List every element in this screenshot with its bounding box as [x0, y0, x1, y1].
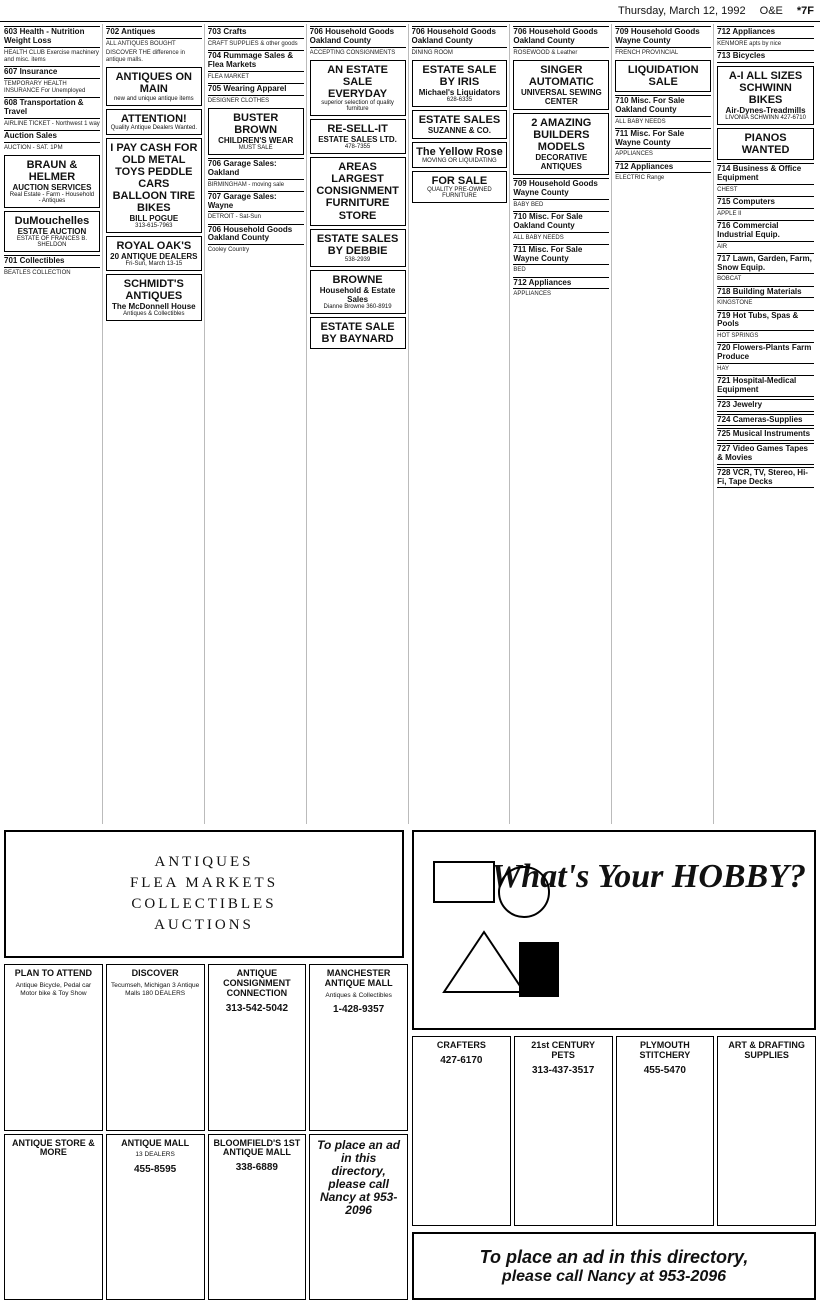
classified-ad: HEALTH CLUB Exercise machinery and misc. items [4, 49, 99, 63]
boxed-ad-title: ATTENTION! [120, 112, 187, 125]
classified-ad: DETROIT - Sat-Sun [207, 214, 261, 221]
classified-ad: ALL BABY NEEDS [615, 118, 666, 125]
boxed-ad-title: BUSTER BROWN [233, 111, 279, 136]
section-heading: 711 Misc. For Sale Wayne County [513, 244, 609, 266]
section-heading: 712 Appliances [513, 277, 609, 290]
boxed-ad-text: superior selection of quality furniture [321, 100, 394, 113]
boxed-ad [513, 113, 609, 175]
section-heading: 716 Commercial Industrial Equip. [717, 220, 814, 242]
display-ad [106, 1134, 205, 1301]
boxed-ad-title: PIANOS WANTED [741, 132, 790, 157]
classified-ad: AIRLINE TICKET - Northwest 1 way [4, 120, 100, 127]
banner-auctions: AUCTIONS [154, 917, 254, 933]
display-ad-heading: CRAFTERS [436, 1040, 486, 1050]
classified-column [106, 24, 205, 824]
boxed-ad-title: RE-SELL-IT [327, 123, 388, 136]
section-heading: 706 Household Goods Oakland County [208, 224, 304, 246]
boxed-ad-title: ESTATE SALE BY BAYNARD [320, 320, 395, 345]
section-heading: 705 Wearing Apparel [208, 83, 304, 96]
boxed-ad-title: ESTATE SALES [418, 113, 501, 126]
section-heading: 728 VCR, TV, Stereo, Hi-Fi, Tape Decks [717, 467, 814, 489]
boxed-ad-title: ANTIQUES ON MAIN [115, 71, 193, 96]
section-heading: 706 Garage Sales: Oakland [208, 158, 304, 180]
section-heading: 709 Household Goods Wayne County [615, 26, 711, 48]
section-heading: 701 Collectibles [4, 255, 100, 268]
boxed-ad [106, 138, 202, 234]
place-ad-line2: please call Nancy at 953-2096 [501, 1267, 727, 1285]
boxed-ad-title: BROWNE [332, 273, 383, 286]
display-ad-heading: DISCOVER [131, 968, 179, 978]
boxed-ad-text: LIVONIA SCHWINN 427-6710 [725, 115, 806, 122]
boxed-ad-title: SINGER AUTOMATIC [528, 63, 594, 88]
section-heading: 712 Appliances [615, 161, 711, 174]
display-ad-heading: BLOOMFIELD'S 1ST ANTIQUE MALL [213, 1137, 301, 1158]
classified-ad: CRAFT SUPPLIES & other goods [207, 40, 298, 47]
place-ad-line1: To place an ad in this directory, [479, 1246, 749, 1267]
classified-ad: CHEST [717, 186, 738, 193]
section-heading: 709 Household Goods Wayne County [513, 178, 609, 200]
section-heading: 717 Lawn, Garden, Farm, Snow Equip. [717, 253, 814, 275]
boxed-ad-subtitle: Household & Estate Sales [319, 285, 396, 304]
classified-column [412, 24, 511, 824]
boxed-ad [717, 66, 814, 125]
boxed-ad-title: FOR SALE [431, 175, 488, 188]
classified-ad: ROSEWOOD & Leather [513, 49, 578, 56]
boxed-ad [412, 142, 508, 168]
classified-ad: BIRMINGHAM - moving sale [207, 181, 285, 188]
display-ad-phone: 455-5470 [643, 1064, 686, 1076]
display-ad-text: Antique Bicycle, Pedal car Motor bike & Toy Show [15, 981, 92, 998]
section-heading: 713 Bicycles [717, 50, 814, 63]
display-ad [208, 1134, 307, 1301]
banner-collectibles: COLLECTIBLES [131, 896, 277, 912]
display-ads-left [4, 964, 408, 1300]
boxed-ad-text: 478-7355 [344, 144, 371, 151]
boxed-ad-title: ESTATE SALE BY IRIS [422, 63, 497, 88]
display-ad-text: Antiques & Collectibles [325, 991, 392, 999]
boxed-ad-title: DuMouchelles [14, 215, 90, 228]
section-heading: 727 Video Games Tapes & Movies [717, 443, 814, 465]
boxed-ad [208, 108, 304, 155]
classified-ad: BED [513, 267, 526, 274]
display-ad [4, 1134, 103, 1301]
section-heading: 723 Jewelry [717, 399, 814, 412]
boxed-ad-title: A-I ALL SIZES SCHWINN BIKES [728, 69, 803, 106]
boxed-ad-subtitle: BILL POGUE [129, 214, 179, 224]
antiques-banner [4, 830, 404, 958]
boxed-ad [310, 317, 406, 349]
boxed-ad-title: 2 AMAZING BUILDERS MODELS [531, 116, 592, 154]
section-heading: 725 Musical Instruments [717, 428, 814, 441]
boxed-ad-subtitle: 20 ANTIQUE DEALERS [110, 252, 198, 262]
boxed-ad-title: ROYAL OAK'S [116, 240, 192, 253]
display-ad-phone: 313-542-5042 [225, 1002, 289, 1014]
boxed-ad-subtitle: Michael's Liquidators [418, 87, 501, 97]
boxed-ad-text: ESTATE OF FRANCES B. SHELDON [16, 236, 87, 249]
boxed-ad [412, 171, 508, 203]
boxed-ad-title: ESTATE SALES BY DEBBIE [316, 232, 399, 257]
classified-ad: TEMPORARY HEALTH INSURANCE For Unemployed [4, 80, 86, 94]
classified-ad: FRENCH PROVINCIAL [615, 49, 679, 56]
classified-ad: AUCTION - SAT. 1PM [4, 144, 63, 151]
boxed-ad [106, 274, 202, 321]
section-heading: 719 Hot Tubs, Spas & Pools [717, 310, 814, 332]
boxed-ad-title: SCHMIDT'S ANTIQUES [123, 278, 184, 303]
classified-ad: DESIGNER CLOTHES [207, 97, 270, 104]
classified-ad: BOBCAT [717, 276, 742, 283]
boxed-ad [310, 60, 406, 116]
boxed-ad-title: I PAY CASH FOR OLD METAL TOYS PEDDLE CARS BALLOON TIRE BIKES [110, 141, 198, 215]
section-heading: 714 Business & Office Equipment [717, 163, 814, 185]
classified-ad: KENMORE apts by nice [717, 40, 782, 47]
display-ad-text: Tecumseh, Michigan 3 Antique Malls 180 DEALERS [111, 981, 200, 998]
boxed-ad-title: BRAUN & HELMER [26, 158, 78, 183]
display-ad [616, 1036, 715, 1226]
header-paper: O&E [759, 4, 783, 17]
display-ad-heading: 21st CENTURY PETS [531, 1040, 595, 1060]
classified-columns [4, 24, 816, 824]
antiques-banner-words [130, 852, 278, 936]
display-ad [208, 964, 307, 1131]
display-ad-heading: To place an ad in this directory, please call Nancy at 953-2096 [317, 1137, 401, 1218]
display-ad [514, 1036, 613, 1226]
place-ad-banner [412, 1232, 816, 1300]
hobby-display-ad [412, 830, 816, 1030]
display-ad-heading: ART & DRAFTING SUPPLIES [728, 1040, 805, 1060]
section-heading: 703 Crafts [208, 26, 304, 39]
display-ad [309, 964, 408, 1131]
display-ad-phone: 338-6889 [235, 1162, 278, 1174]
section-heading: 712 Appliances [717, 26, 814, 39]
boxed-ad-subtitle: DECORATIVE ANTIQUES [535, 153, 588, 172]
display-ad-text: 13 DEALERS [135, 1151, 175, 1159]
boxed-ad-text: 628-6335 [446, 96, 473, 103]
boxed-ad-text: 538-2939 [344, 256, 371, 263]
boxed-ad-subtitle: ESTATE AUCTION [17, 227, 87, 237]
boxed-ad-title: LIQUIDATION SALE [627, 63, 699, 88]
display-ad-phone: 427-6170 [440, 1054, 483, 1066]
display-ad-heading: PLYMOUTH STITCHERY [639, 1040, 691, 1060]
classified-ad: HOT SPRINGS [717, 333, 759, 340]
boxed-ad [717, 128, 814, 160]
classified-ad: KINGSTONE [717, 300, 753, 307]
boxed-ad-text: new and unique antique items [113, 95, 194, 102]
header-page-number: *7F [796, 4, 814, 17]
boxed-ad-subtitle: UNIVERSAL SEWING CENTER [520, 87, 602, 106]
boxed-ad [4, 211, 100, 252]
boxed-ad [615, 60, 711, 92]
section-heading: 706 Household Goods Oakland County [310, 26, 406, 48]
section-heading: 603 Health - Nutrition Weight Loss [4, 26, 100, 48]
display-ad [717, 1036, 816, 1226]
classified-ad: Cooley Country [207, 247, 250, 254]
hobby-illustration [424, 842, 574, 1012]
boxed-ad-text: MOVING OR LIQUIDATING [422, 158, 497, 165]
classified-ad: APPLE II [717, 210, 742, 217]
boxed-ad [412, 60, 508, 107]
section-heading: 706 Household Goods Oakland County [412, 26, 508, 48]
classified-ad: BEATLES COLLECTION [4, 269, 71, 276]
classified-ad: ELECTRIC Range [615, 175, 665, 182]
classified-column [615, 24, 714, 824]
boxed-ad [310, 229, 406, 267]
display-ad [412, 1036, 511, 1226]
banner-antiques: ANTIQUES [154, 854, 254, 870]
boxed-ad-text: Real Estate - Farm - Household - Antiques [9, 192, 95, 205]
boxed-ad [513, 60, 609, 110]
boxed-ad-text: MUST SALE [238, 144, 273, 151]
boxed-ad-text: Fri-Sun, March 13-15 [125, 261, 183, 268]
boxed-ad [106, 236, 202, 271]
display-ad-phone: 455-8595 [133, 1163, 177, 1175]
boxed-ad [310, 270, 406, 314]
classified-ad: FLEA MARKET [207, 73, 250, 80]
display-ad-phone: 1-428-9357 [333, 1003, 385, 1015]
classified-ad: ALL ANTIQUES BOUGHT [105, 40, 176, 47]
boxed-ad [106, 109, 202, 135]
hobby-title: What's Your HOBBY? [491, 858, 806, 895]
boxed-ad [106, 67, 202, 105]
classified-ad: AIR [717, 243, 728, 250]
section-heading: 704 Rummage Sales & Flea Markets [208, 50, 304, 72]
classified-ad: APPLIANCES [513, 291, 552, 298]
display-ad-heading: PLAN TO ATTEND [14, 968, 93, 978]
boxed-ad-text: QUALITY PRE-OWNED FURNITURE [427, 187, 492, 200]
classified-ad: ALL BABY NEEDS [513, 234, 564, 241]
boxed-ad-text: 313-615-7963 [135, 223, 173, 230]
section-heading: 706 Household Goods Oakland County [513, 26, 609, 48]
section-heading: 710 Misc. For Sale Oakland County [513, 211, 609, 233]
classified-column [208, 24, 307, 824]
display-ad-heading: ANTIQUE CONSIGNMENT CONNECTION [223, 968, 291, 998]
section-heading: 607 Insurance [4, 66, 100, 79]
classified-ad: HAY [717, 365, 730, 372]
boxed-ad [310, 157, 406, 225]
classified-ad: ACCEPTING CONSIGNMENTS [309, 49, 396, 56]
section-heading: 718 Building Materials [717, 286, 814, 299]
boxed-ad-title: AN ESTATE SALE EVERYDAY [327, 63, 388, 100]
classified-ad: APPLIANCES [615, 151, 653, 158]
boxed-ad-subtitle: Air-Dynes-Treadmills [725, 106, 806, 116]
section-heading: 720 Flowers-Plants Farm Produce [717, 342, 814, 364]
display-ad [106, 964, 205, 1131]
display-ad-phone: 313-437-3517 [531, 1064, 595, 1076]
boxed-ad [310, 119, 406, 154]
boxed-ad-text: Dianne Browne 360-8919 [323, 303, 392, 310]
section-heading: 608 Transportation & Travel [4, 97, 100, 119]
classified-ad: DINING ROOM [411, 49, 453, 56]
classified-column [4, 24, 103, 824]
display-ad [4, 964, 103, 1131]
display-ad [309, 1134, 408, 1301]
classified-column [513, 24, 612, 824]
section-heading: 721 Hospital-Medical Equipment [717, 375, 814, 397]
section-heading: 710 Misc. For Sale Oakland County [615, 95, 711, 117]
section-heading: 711 Misc. For Sale Wayne County [615, 128, 711, 150]
header-date: Thursday, March 12, 1992 [618, 4, 746, 17]
classified-ad: DISCOVER THE difference in antique malls. [105, 49, 186, 64]
boxed-ad-text: Antiques & Collectibles [123, 311, 185, 318]
boxed-ad [412, 110, 508, 139]
banner-flea-markets: FLEA MARKETS [129, 875, 279, 891]
display-ad-heading: ANTIQUE MALL [121, 1137, 190, 1148]
classified-ad: BABY BED [513, 201, 544, 208]
section-heading: Auction Sales [4, 130, 100, 143]
section-heading: 724 Cameras-Supplies [717, 414, 814, 427]
page-header [0, 0, 820, 22]
boxed-ad-title: AREAS LARGEST CONSIGNMENT FURNITURE STORE [316, 161, 399, 222]
display-ads-right [412, 1036, 816, 1226]
section-heading: 715 Computers [717, 196, 814, 209]
boxed-ad-subtitle: The McDonnell House [112, 302, 196, 312]
section-heading: 707 Garage Sales: Wayne [208, 191, 304, 213]
boxed-ad-subtitle: ESTATE SALES LTD. [318, 135, 397, 145]
display-ad-heading: ANTIQUE STORE & MORE [11, 1137, 95, 1158]
classified-column [310, 24, 409, 824]
boxed-ad-subtitle: SUZANNE & CO. [427, 126, 491, 136]
classified-column [717, 24, 816, 824]
boxed-ad-text: Quality Antique Dealers Wanted. [110, 124, 198, 131]
display-ad-heading: MANCHESTER ANTIQUE MALL [324, 968, 393, 988]
section-heading: 702 Antiques [106, 26, 202, 39]
boxed-ad-subtitle: AUCTION SERVICES [12, 183, 92, 193]
boxed-ad-title: The Yellow Rose [416, 146, 503, 159]
boxed-ad-subtitle: CHILDREN'S WEAR [218, 135, 294, 145]
boxed-ad [4, 155, 100, 208]
